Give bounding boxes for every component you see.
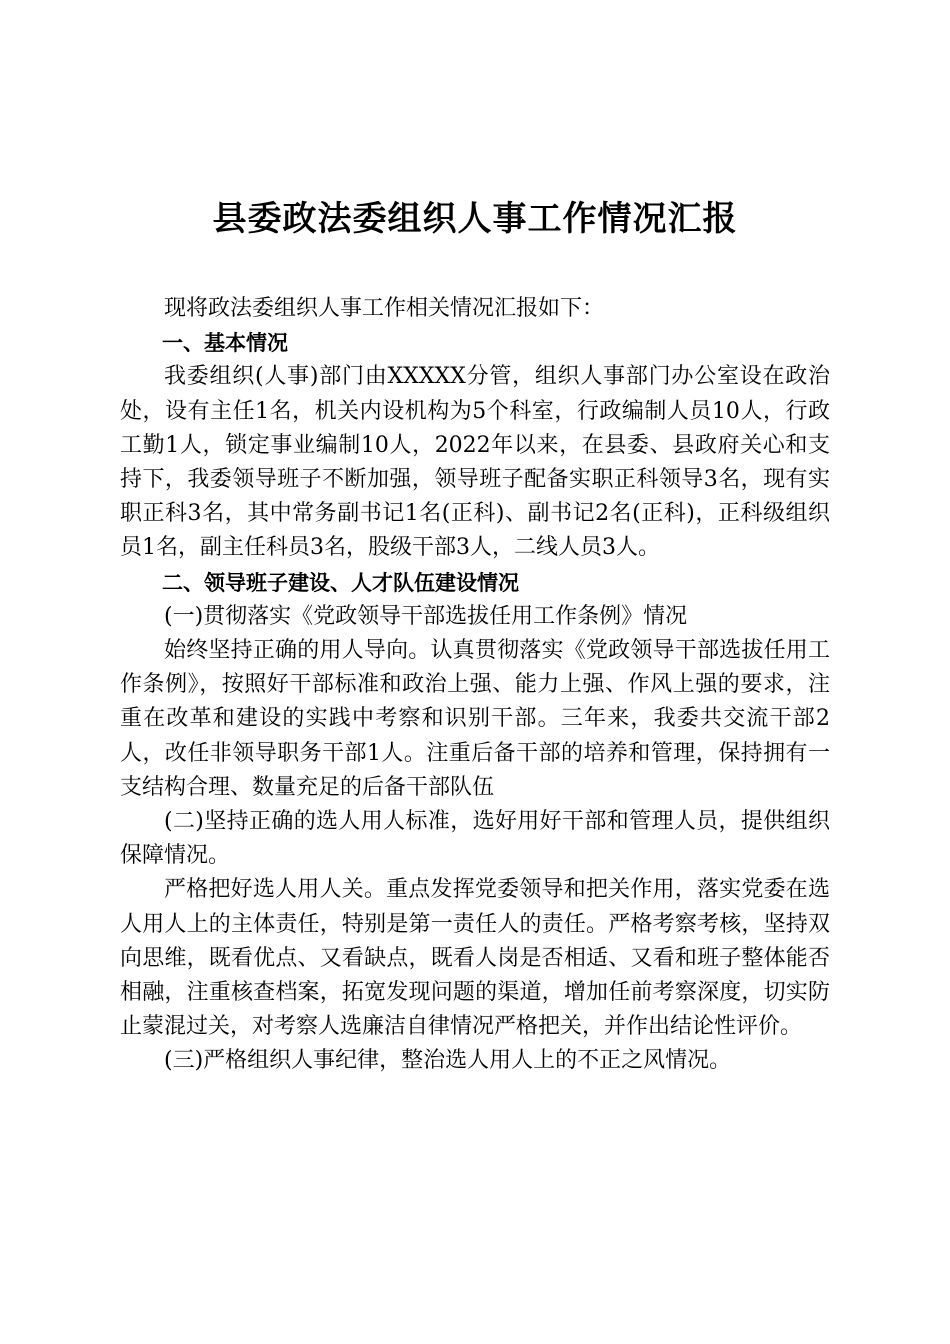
subsection-heading: (一)贯彻落实《党政领导干部选拔任用工作条例》情况 bbox=[164, 603, 688, 629]
section-heading-leadership: 二、领导班子建设、人才队伍建设情况 bbox=[162, 570, 519, 595]
body-paragraph: 始终坚持正确的用人导向。认真贯彻落实《党政领导干部选拔任用工作条例》，按照好干部标准和政治上强、能力上强、作风上强的要求，注重在改革和建设的实践中考察和识别干部。三年来，我委共交流干部2人，改任非领导职务干部1人。注重后备干部的培养和管理，保持拥有一支结构合理、数量充足的后备干部队伍 bbox=[120, 638, 830, 800]
document-title: 县委政法委组织人事工作情况汇报 bbox=[212, 199, 738, 239]
section-heading-basic: 一、基本情况 bbox=[162, 331, 288, 356]
intro-paragraph: 现将政法委组织人事工作相关情况汇报如下： bbox=[164, 296, 605, 321]
subsection-heading: (三)严格组织人事纪律，整治选人用人上的不正之风情况。 bbox=[164, 1048, 732, 1074]
document-body bbox=[120, 292, 830, 1079]
subsection-heading: (二)坚持正确的选人用人标准，选好用好干部和管理人员，提供组织保障情况。 bbox=[120, 809, 830, 869]
body-paragraph: 我委组织(人事)部门由XXXXX分管，组织人事部门办公室设在政治处，设有主任1名，机关内设机构为5个科室，行政编制人员10人，行政工勤1人，锁定事业编制10人，2022年以来，在县委、县政府关心和支持下，我委领导班子不断加强，领导班子配备实职正科领导3名，现有实职正科3名，其中常务副书记1名(正科)、副书记2名(正科)，正科级组织员1名，副主任科员3名，股级干部3人，二线人员3人。 bbox=[120, 364, 830, 561]
body-paragraph: 严格把好选人用人关。重点发挥党委领导和把关作用，落实党委在选人用人上的主体责任，特别是第一责任人的责任。严格考察考核，坚持双向思维，既看优点、又看缺点，既看人岗是否相适、又看和班子整体能否相融，注重核查档案，拓宽发现问题的渠道，增加任前考察深度，切实防止蒙混过关，对考察人选廉洁自律情况严格把关，并作出结论性评价。 bbox=[120, 877, 830, 1040]
